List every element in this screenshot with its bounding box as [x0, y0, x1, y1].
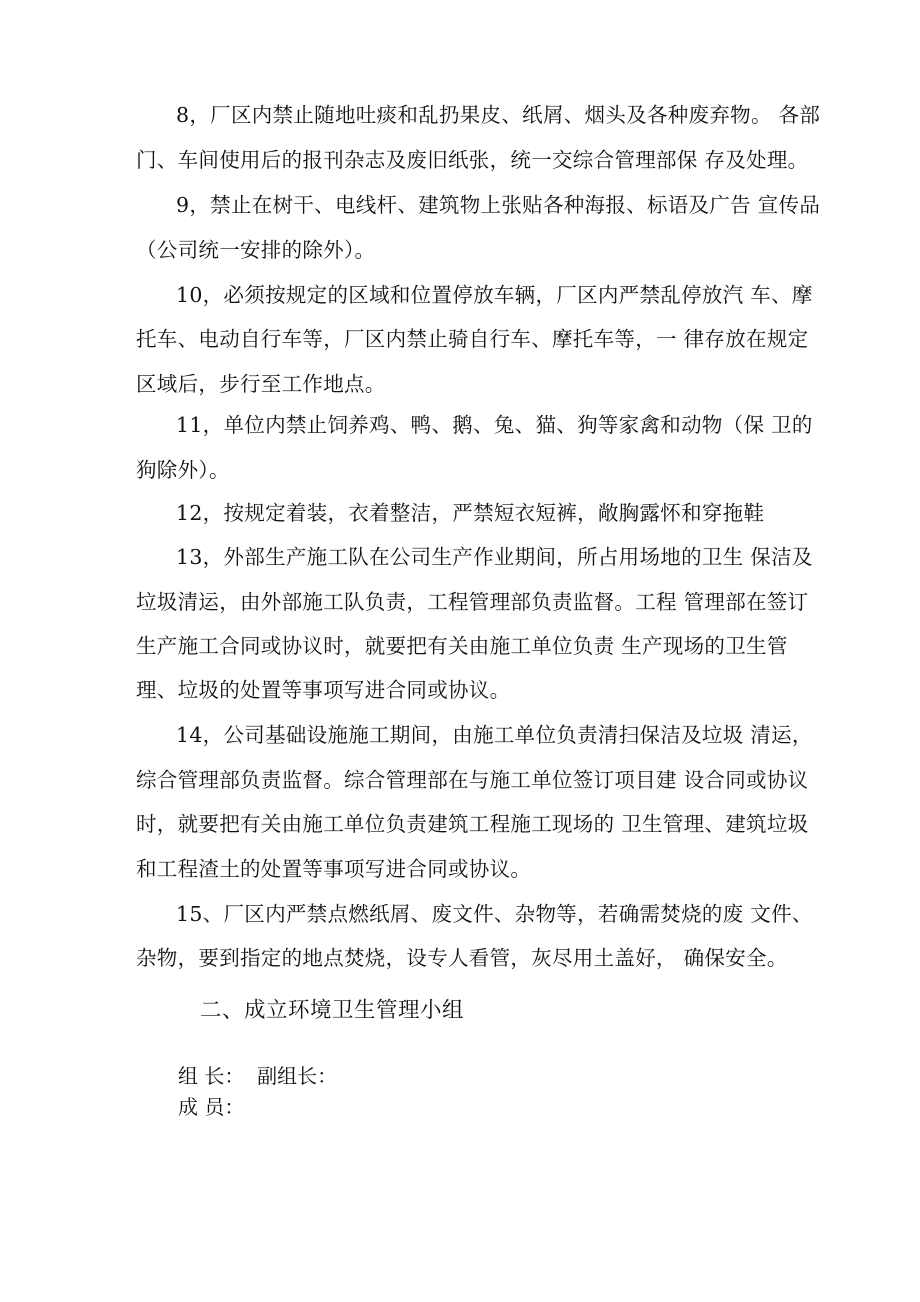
paragraph-9-line-1: 9，禁止在树干、电线杆、建筑物上张贴各种海报、标语及广告 宣传品 — [176, 193, 821, 217]
roster-members-line: 成 员： — [178, 1095, 245, 1119]
paragraph-14-line-3: 时，就要把有关由施工单位负责建筑工程施工现场的 卫生管理、建筑垃圾 — [136, 812, 809, 836]
paragraph-9-line-2: （公司统一安排的除外）。 — [136, 238, 376, 262]
paragraph-11-line-2: 狗除外）。 — [136, 458, 230, 482]
paragraph-15-line-2: 杂物，要到指定的地点焚烧，设专人看管，灰尽用土盖好， 确保安全。 — [136, 946, 788, 970]
paragraph-13-line-4: 理、垃圾的处置等事项写进合同或协议。 — [136, 678, 511, 702]
paragraph-15-line-1: 15、厂区内严禁点燃纸屑、废文件、杂物等，若确需焚烧的废 文件、 — [176, 902, 813, 926]
roster-leader-line: 组 长： 副组长： — [178, 1064, 338, 1088]
paragraph-8-line-2: 门、车间使用后的报刊杂志及废旧纸张，统一交综合管理部保 存及处理。 — [136, 148, 809, 172]
paragraph-8-line-1: 8，厂区内禁止随地吐痰和乱扔果皮、纸屑、烟头及各种废弃物。 各部 — [176, 103, 821, 127]
paragraph-13-line-2: 垃圾清运，由外部施工队负责，工程管理部负责监督。工程 管理部在签订 — [136, 590, 809, 614]
section-heading: 二、成立环境卫生管理小组 — [200, 998, 465, 1023]
paragraph-10-line-1: 10，必须按规定的区域和位置停放车辆，厂区内严禁乱停放汽 车、摩 — [176, 283, 813, 307]
paragraph-13-line-3: 生产施工合同或协议时，就要把有关由施工单位负责 生产现场的卫生管 — [136, 634, 788, 658]
paragraph-11-line-1: 11，单位内禁止饲养鸡、鸭、鹅、兔、猫、狗等家禽和动物（保 卫的 — [176, 413, 813, 437]
paragraph-14-line-4: 和工程渣土的处置等事项写进合同或协议。 — [136, 857, 532, 881]
paragraph-13-line-1: 13，外部生产施工队在公司生产作业期间，所占用场地的卫生 保洁及 — [176, 545, 813, 569]
paragraph-10-line-2: 托车、电动自行车等，厂区内禁止骑自行车、摩托车等，一 律存放在规定 — [136, 327, 809, 351]
paragraph-14-line-2: 综合管理部负责监督。综合管理部在与施工单位签订项目建 设合同或协议 — [136, 768, 809, 792]
paragraph-10-line-3: 区域后，步行至工作地点。 — [136, 372, 386, 396]
paragraph-14-line-1: 14，公司基础设施施工期间，由施工单位负责清扫保洁及垃圾 清运， — [176, 723, 813, 747]
paragraph-12-line-1: 12，按规定着装，衣着整洁，严禁短衣短裤，敞胸露怀和穿拖鞋 — [176, 501, 765, 525]
